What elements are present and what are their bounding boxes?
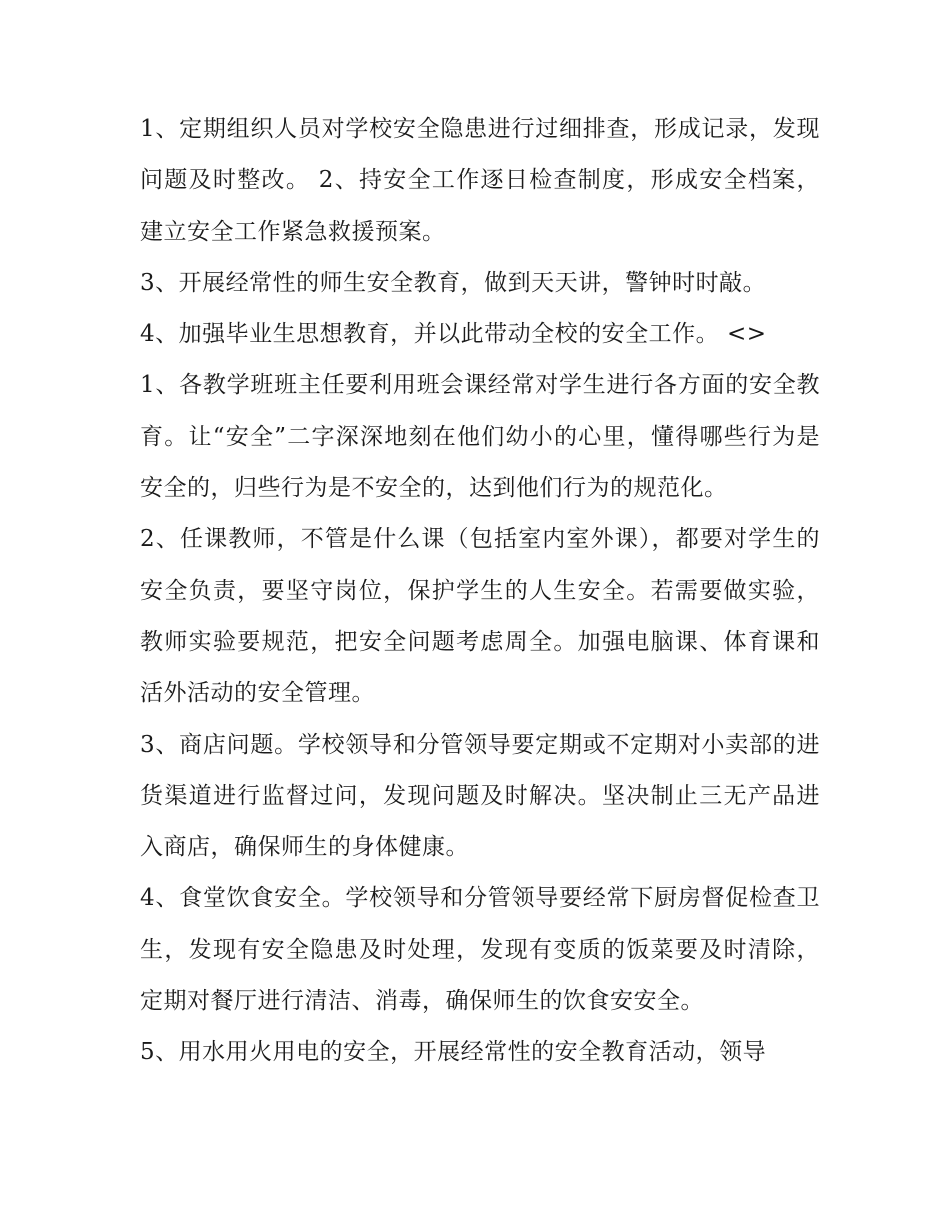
document-body: [140, 104, 820, 1079]
paragraph-graduate-education: 4、加强毕业生思想教育，并以此带动全校的安全工作。 <>: [140, 321, 767, 348]
paragraph-safety-education: 3、开展经常性的师生安全教育，做到天天讲，警钟时时敲。: [140, 269, 767, 296]
paragraph-water-fire-electricity: 5、用水用火用电的安全，开展经常性的安全教育活动，领导: [140, 1039, 767, 1066]
paragraph-class-teacher: 1、各教学班班主任要利用班会课经常对学生进行各方面的安全教育。让“安全”二字深深地刻在他们幼小的心里，懂得哪些行为是安全的，归些行为是不安全的，达到他们行为的规范化。: [140, 372, 820, 502]
paragraph-canteen: 4、食堂饮食安全。学校领导和分管领导要经常下厨房督促检查卫生，发现有安全隐患及时处理，发现有变质的饭菜要及时清除，定期对餐厅进行清洁、消毒，确保师生的饮食安安全。: [140, 885, 820, 1015]
paragraph-subject-teacher: 2、任课教师，不管是什么课（包括室内室外课），都要对学生的安全负责，要坚守岗位，保护学生的人生安全。若需要做实验，教师实验要规范，把安全问题考虑周全。加强电脑课、体育课和活外活动的安全管理。: [140, 526, 820, 707]
paragraph-inspection-and-archives: 1、定期组织人员对学校安全隐患进行过细排查，形成记录，发现问题及时整改。 2、持安全工作逐日检查制度，形成安全档案，建立安全工作紧急救援预案。: [140, 116, 820, 245]
paragraph-shop: 3、商店问题。学校领导和分管领导要定期或不定期对小卖部的进货渠道进行监督过问，发现问题及时解决。坚决制止三无产品进入商店，确保师生的身体健康。: [140, 731, 820, 861]
